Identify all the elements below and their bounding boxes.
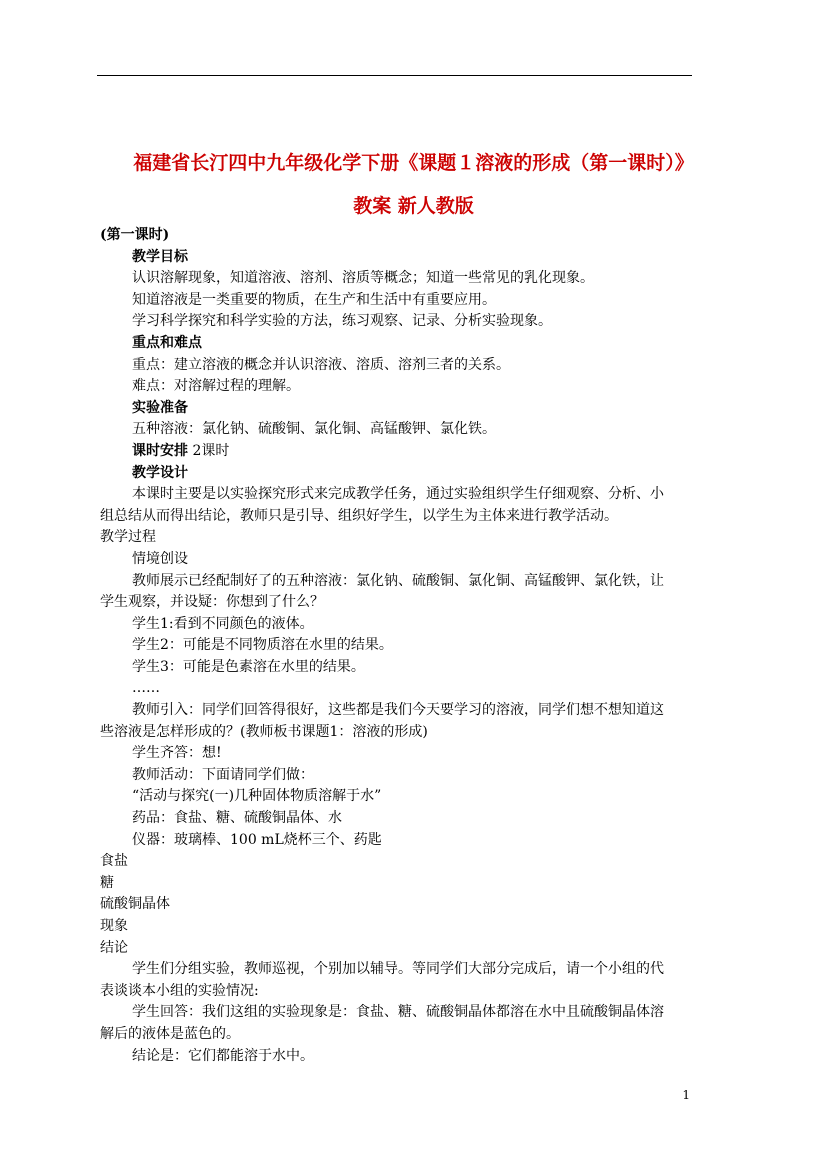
paragraph-line: 表谈谈本小组的实验情况: [100, 982, 259, 999]
table-row-label: 硫酸铜晶体 [100, 896, 170, 913]
table-row-label: 糖 [100, 874, 114, 891]
section-heading-preparation: 实验准备 [132, 399, 188, 416]
paragraph-line: 教师引入：同学们回答得很好，这些都是我们今天要学习的溶液，同学们想不想知道这 [132, 702, 664, 719]
section-heading-key-points: 重点和难点 [132, 334, 202, 351]
paragraph-line: 学生3：可能是色素溶在水里的结果。 [132, 658, 365, 675]
paragraph-line: 结论是：它们都能溶于水中。 [132, 1047, 314, 1064]
paragraph-line: 解后的液体是蓝色的。 [100, 1025, 240, 1042]
ellipsis-line: …… [132, 680, 160, 697]
paragraph-line: 教师活动：下面请同学们做： [132, 766, 314, 783]
activity-title: “活动与探究(一)几种固体物质溶解于水” [132, 788, 382, 805]
table-row-label: 食盐 [100, 853, 128, 870]
document-title-line2: 教案 新人教版 [353, 195, 474, 217]
paragraph-line: 教师展示已经配制好了的五种溶液：氯化钠、硫酸铜、氯化铜、高锰酸钾、氯化铁，让 [132, 572, 664, 589]
schedule-line [100, 441, 692, 463]
page-number: 1 [682, 1088, 690, 1102]
table-row-label: 现象 [100, 918, 128, 934]
paragraph-line: 认识溶解现象，知道溶液、溶剂、溶质等概念；知道一些常见的乳化现象。 [132, 270, 594, 287]
subheading-scenario: 情境创设 [132, 550, 188, 567]
lesson-period: (第一课时) [100, 227, 170, 243]
paragraph-line: 仪器：玻璃棒、100 mL烧杯三个、药匙 [132, 831, 382, 848]
paragraph-line: 知道溶液是一类重要的物质，在生产和生活中有重要应用。 [132, 291, 496, 308]
paragraph-line: 药品：食盐、糖、硫酸铜晶体、水 [132, 810, 342, 827]
paragraph-line: 本课时主要是以实验探究形式来完成教学任务，通过实验组织学生仔细观察、分析、小 [132, 486, 664, 503]
paragraph-line: 重点：建立溶液的概念并认识溶液、溶质、溶剂三者的关系。 [132, 356, 510, 373]
paragraph-line: 学习科学探究和科学实验的方法，练习观察、记录、分析实验现象。 [132, 313, 552, 330]
paragraph-line: 学生2：可能是不同物质溶在水里的结果。 [132, 637, 393, 654]
document-title-line1: 福建省长汀四中九年级化学下册《课题１溶液的形成（第一课时）》 [133, 152, 694, 174]
paragraph-line: 学生观察，并设疑：你想到了什么？ [100, 594, 324, 611]
paragraph-line: 五种溶液：氯化钠、硫酸铜、氯化铜、高锰酸钾、氯化铁。 [132, 421, 496, 438]
paragraph-line: 难点：对溶解过程的理解。 [132, 378, 300, 395]
section-heading-process: 教学过程 [100, 529, 156, 546]
document-body [100, 225, 692, 1067]
paragraph-line: 学生们分组实验，教师巡视，个别加以辅导。等同学们大部分完成后，请一个小组的代 [132, 961, 664, 978]
header-rule [97, 75, 692, 76]
paragraph-line: 学生1:看到不同颜色的液体。 [132, 615, 314, 632]
section-heading-schedule: 课时安排 [132, 442, 188, 459]
paragraph-line: 些溶液是怎样形成的？(教师板书课题1：溶液的形成) [100, 723, 428, 740]
paragraph-line: 学生回答：我们这组的实验现象是：食盐、糖、硫酸铜晶体都溶在水中且硫酸铜晶体溶 [132, 1004, 664, 1021]
paragraph-line: 组总结从而得出结论，教师只是引导、组织好学生，以学生为主体来进行教学活动。 [100, 507, 618, 524]
section-heading-design: 教学设计 [132, 464, 188, 481]
table-row-label: 结论 [100, 939, 128, 956]
section-heading-objectives: 教学目标 [132, 248, 188, 265]
schedule-value: 2课时 [192, 442, 230, 459]
paragraph-line: 学生齐答：想! [132, 745, 222, 762]
